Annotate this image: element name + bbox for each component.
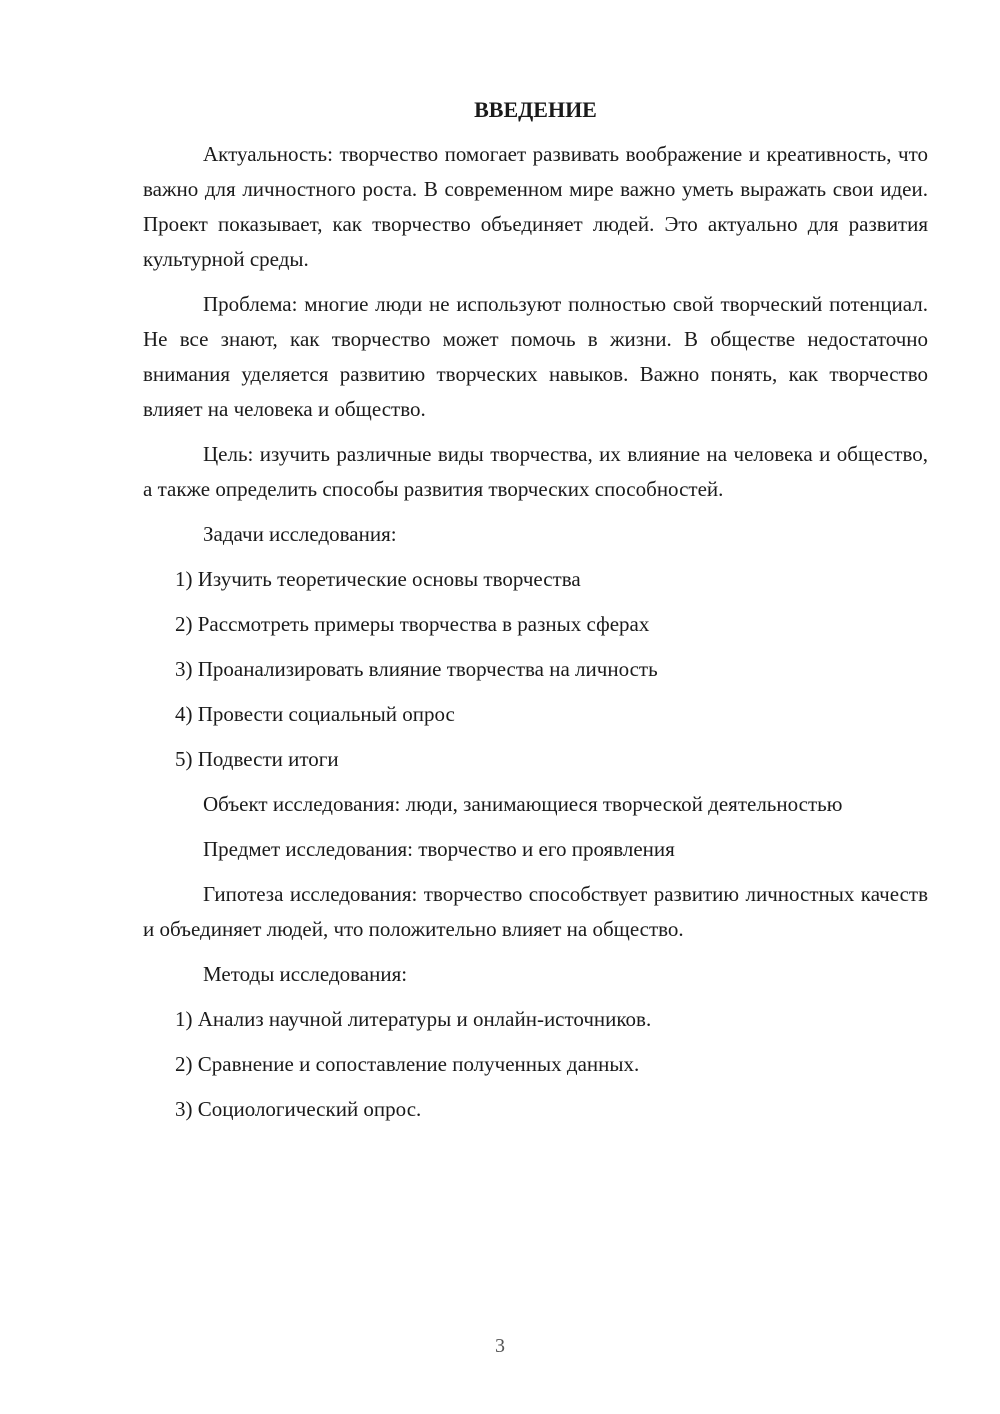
list-item: 1) Анализ научной литературы и онлайн-источников. bbox=[175, 1007, 652, 1031]
list-item: 1) Изучить теоретические основы творчества bbox=[175, 567, 581, 591]
tasks-heading: Задачи исследования: bbox=[203, 522, 397, 546]
object-paragraph: Объект исследования: люди, занимающиеся творческой деятельностью bbox=[203, 792, 843, 816]
list-item: 3) Проанализировать влияние творчества на личность bbox=[175, 657, 658, 681]
list-item: 2) Сравнение и сопоставление полученных данных. bbox=[175, 1052, 640, 1076]
tasks-list bbox=[143, 562, 928, 777]
list-item: 5) Подвести итоги bbox=[175, 747, 339, 771]
goal-paragraph: Цель: изучить различные виды творчества, их влияние на человека и общество, а также определить способы развития творческих способностей. bbox=[143, 442, 928, 501]
problem-paragraph: Проблема: многие люди не используют полностью свой творческий потенциал. Не все знают, как творчество может помочь в жизни. В обществе недостаточно внимания уделяется развитию творческих навыков. Важно понять, как творчество влияет на человека и общество. bbox=[143, 292, 928, 421]
methods-heading: Методы исследования: bbox=[203, 962, 408, 986]
list-item: 2) Рассмотреть примеры творчества в разных сферах bbox=[175, 612, 650, 636]
methods-list bbox=[143, 1002, 928, 1127]
list-item: 3) Социологический опрос. bbox=[175, 1097, 422, 1121]
list-item: 4) Провести социальный опрос bbox=[175, 702, 455, 726]
page-number: 3 bbox=[495, 1335, 505, 1357]
relevance-paragraph: Актуальность: творчество помогает развивать воображение и креативность, что важно для личностного роста. В современном мире важно уметь выражать свои идеи. Проект показывает, как творчество объединяет людей. Это актуально для развития культурной среды. bbox=[143, 142, 928, 271]
subject-paragraph: Предмет исследования: творчество и его проявления bbox=[203, 837, 675, 861]
page-content bbox=[143, 95, 928, 1137]
page-title: ВВЕДЕНИЕ bbox=[474, 97, 597, 122]
hypothesis-paragraph: Гипотеза исследования: творчество способствует развитию личностных качеств и объединяет людей, что положительно влияет на общество. bbox=[143, 882, 928, 941]
